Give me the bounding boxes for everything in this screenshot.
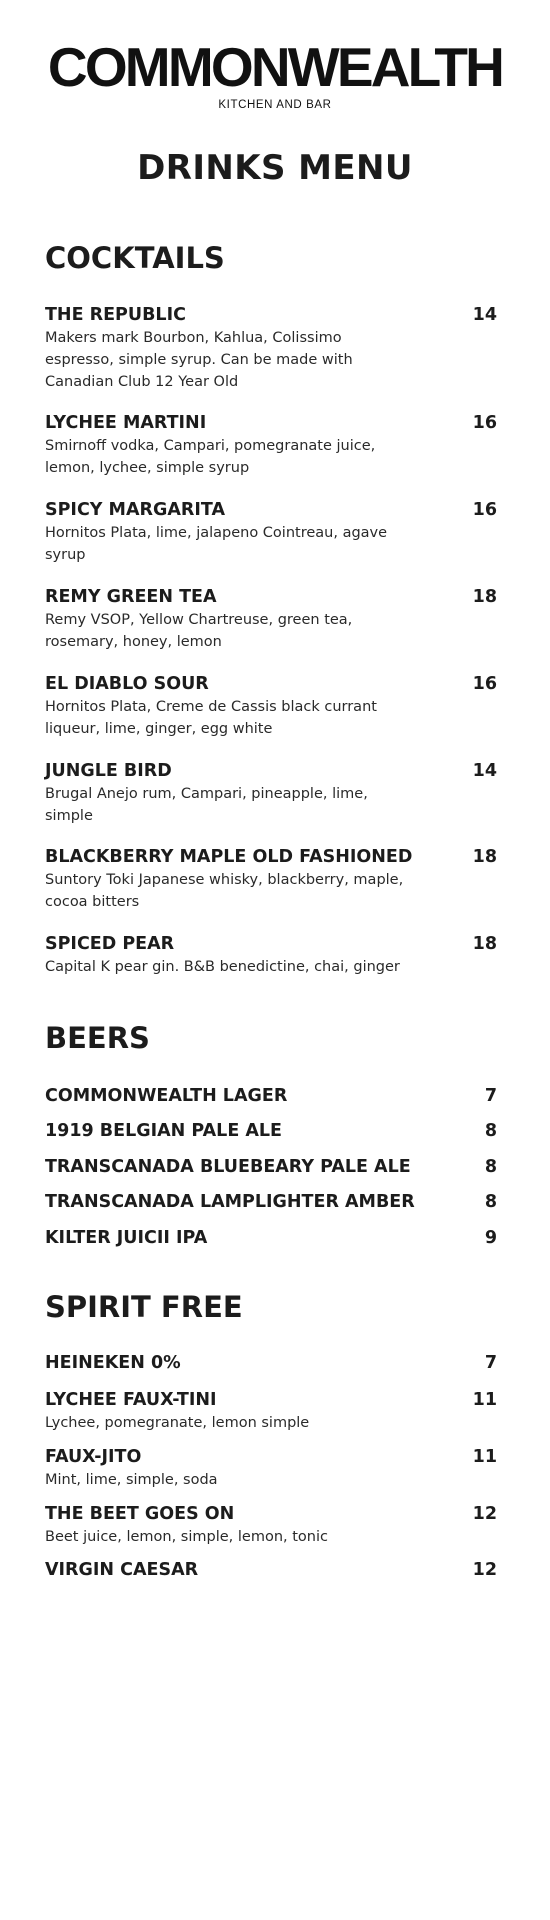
item-price: 8 (484, 1192, 497, 1212)
item-description: Brugal Anejo rum, Campari, pineapple, lime, simple (45, 786, 368, 824)
menu-item (45, 673, 497, 740)
menu-title: DRINKS MENU (137, 148, 413, 188)
section-title-spirit-free: SPIRIT FREE (45, 1290, 243, 1324)
item-price: 14 (472, 305, 497, 325)
item-price: 14 (472, 761, 497, 781)
menu-item (45, 499, 497, 566)
item-price: 12 (472, 1560, 497, 1580)
item-name: EL DIABLO SOUR (45, 674, 209, 694)
item-description: Hornitos Plata, Creme de Cassis black currant liqueur, lime, ginger, egg white (45, 699, 377, 737)
item-name: 1919 BELGIAN PALE ALE (45, 1121, 283, 1141)
item-price: 18 (472, 587, 497, 607)
item-price: 7 (484, 1086, 497, 1106)
menu-item (45, 304, 497, 393)
menu-item (45, 1156, 497, 1178)
item-name: HEINEKEN 0% (45, 1353, 181, 1373)
item-description: Smirnoff vodka, Campari, pomegranate juice, lemon, lychee, simple syrup (45, 438, 376, 476)
item-price: 9 (484, 1228, 497, 1248)
item-price: 7 (484, 1353, 497, 1373)
item-name: BLACKBERRY MAPLE OLD FASHIONED (45, 847, 413, 867)
item-description: Capital K pear gin. B&B benedictine, chai, ginger (45, 959, 400, 975)
item-description: Lychee, pomegranate, lemon simple (45, 1415, 310, 1431)
item-name: SPICY MARGARITA (45, 500, 225, 520)
item-price: 8 (484, 1121, 497, 1141)
item-name: COMMONWEALTH LAGER (45, 1086, 288, 1106)
item-name: LYCHEE MARTINI (45, 413, 207, 433)
item-name: THE REPUBLIC (45, 305, 186, 325)
item-price: 8 (484, 1157, 497, 1177)
item-name: KILTER JUICII IPA (45, 1228, 208, 1248)
item-description: Hornitos Plata, lime, jalapeno Cointreau, agave syrup (45, 525, 388, 563)
menu-item (45, 1389, 497, 1434)
item-name: SPICED PEAR (45, 934, 175, 954)
menu-item (45, 1120, 497, 1142)
item-price: 16 (472, 500, 497, 520)
menu-item (45, 846, 497, 913)
item-price: 18 (472, 934, 497, 954)
menu-item (45, 1559, 497, 1581)
item-name: TRANSCANADA LAMPLIGHTER AMBER (45, 1192, 415, 1212)
item-name: JUNGLE BIRD (45, 761, 172, 781)
logo-tagline: KITCHEN AND BAR (218, 99, 332, 111)
item-price: 16 (472, 674, 497, 694)
item-name: LYCHEE FAUX-TINI (45, 1390, 217, 1410)
menu-item (45, 1352, 497, 1374)
menu-item (45, 1446, 497, 1491)
menu-item (45, 412, 497, 479)
item-name: FAUX-JITO (45, 1447, 142, 1467)
section-title-beers: BEERS (45, 1021, 150, 1055)
item-price: 11 (472, 1447, 497, 1467)
item-price: 11 (472, 1390, 497, 1410)
item-description: Remy VSOP, Yellow Chartreuse, green tea, rosemary, honey, lemon (45, 612, 353, 650)
menu-item (45, 586, 497, 653)
item-name: TRANSCANADA BLUEBEARY PALE ALE (45, 1157, 411, 1177)
menu-item (45, 1191, 497, 1213)
menu-item (45, 933, 497, 978)
item-name: REMY GREEN TEA (45, 587, 217, 607)
menu-item (45, 1227, 497, 1249)
item-name: THE BEET GOES ON (45, 1504, 235, 1524)
item-name: VIRGIN CAESAR (45, 1560, 199, 1580)
item-price: 12 (472, 1504, 497, 1524)
item-description: Makers mark Bourbon, Kahlua, Colissimo espresso, simple syrup. Can be made with Canadian Club 12 Year Old (45, 330, 353, 390)
item-description: Mint, lime, simple, soda (45, 1472, 218, 1488)
menu-item (45, 1085, 497, 1107)
item-description: Beet juice, lemon, simple, lemon, tonic (45, 1529, 328, 1545)
section-title-cocktails: COCKTAILS (45, 241, 225, 275)
restaurant-logo (0, 38, 550, 111)
menu-item (45, 760, 497, 827)
logo-name: COMMONWEALTH (47, 36, 503, 98)
item-price: 18 (472, 847, 497, 867)
menu-item (45, 1503, 497, 1548)
item-description: Suntory Toki Japanese whisky, blackberry, maple, cocoa bitters (45, 872, 404, 910)
item-price: 16 (472, 413, 497, 433)
